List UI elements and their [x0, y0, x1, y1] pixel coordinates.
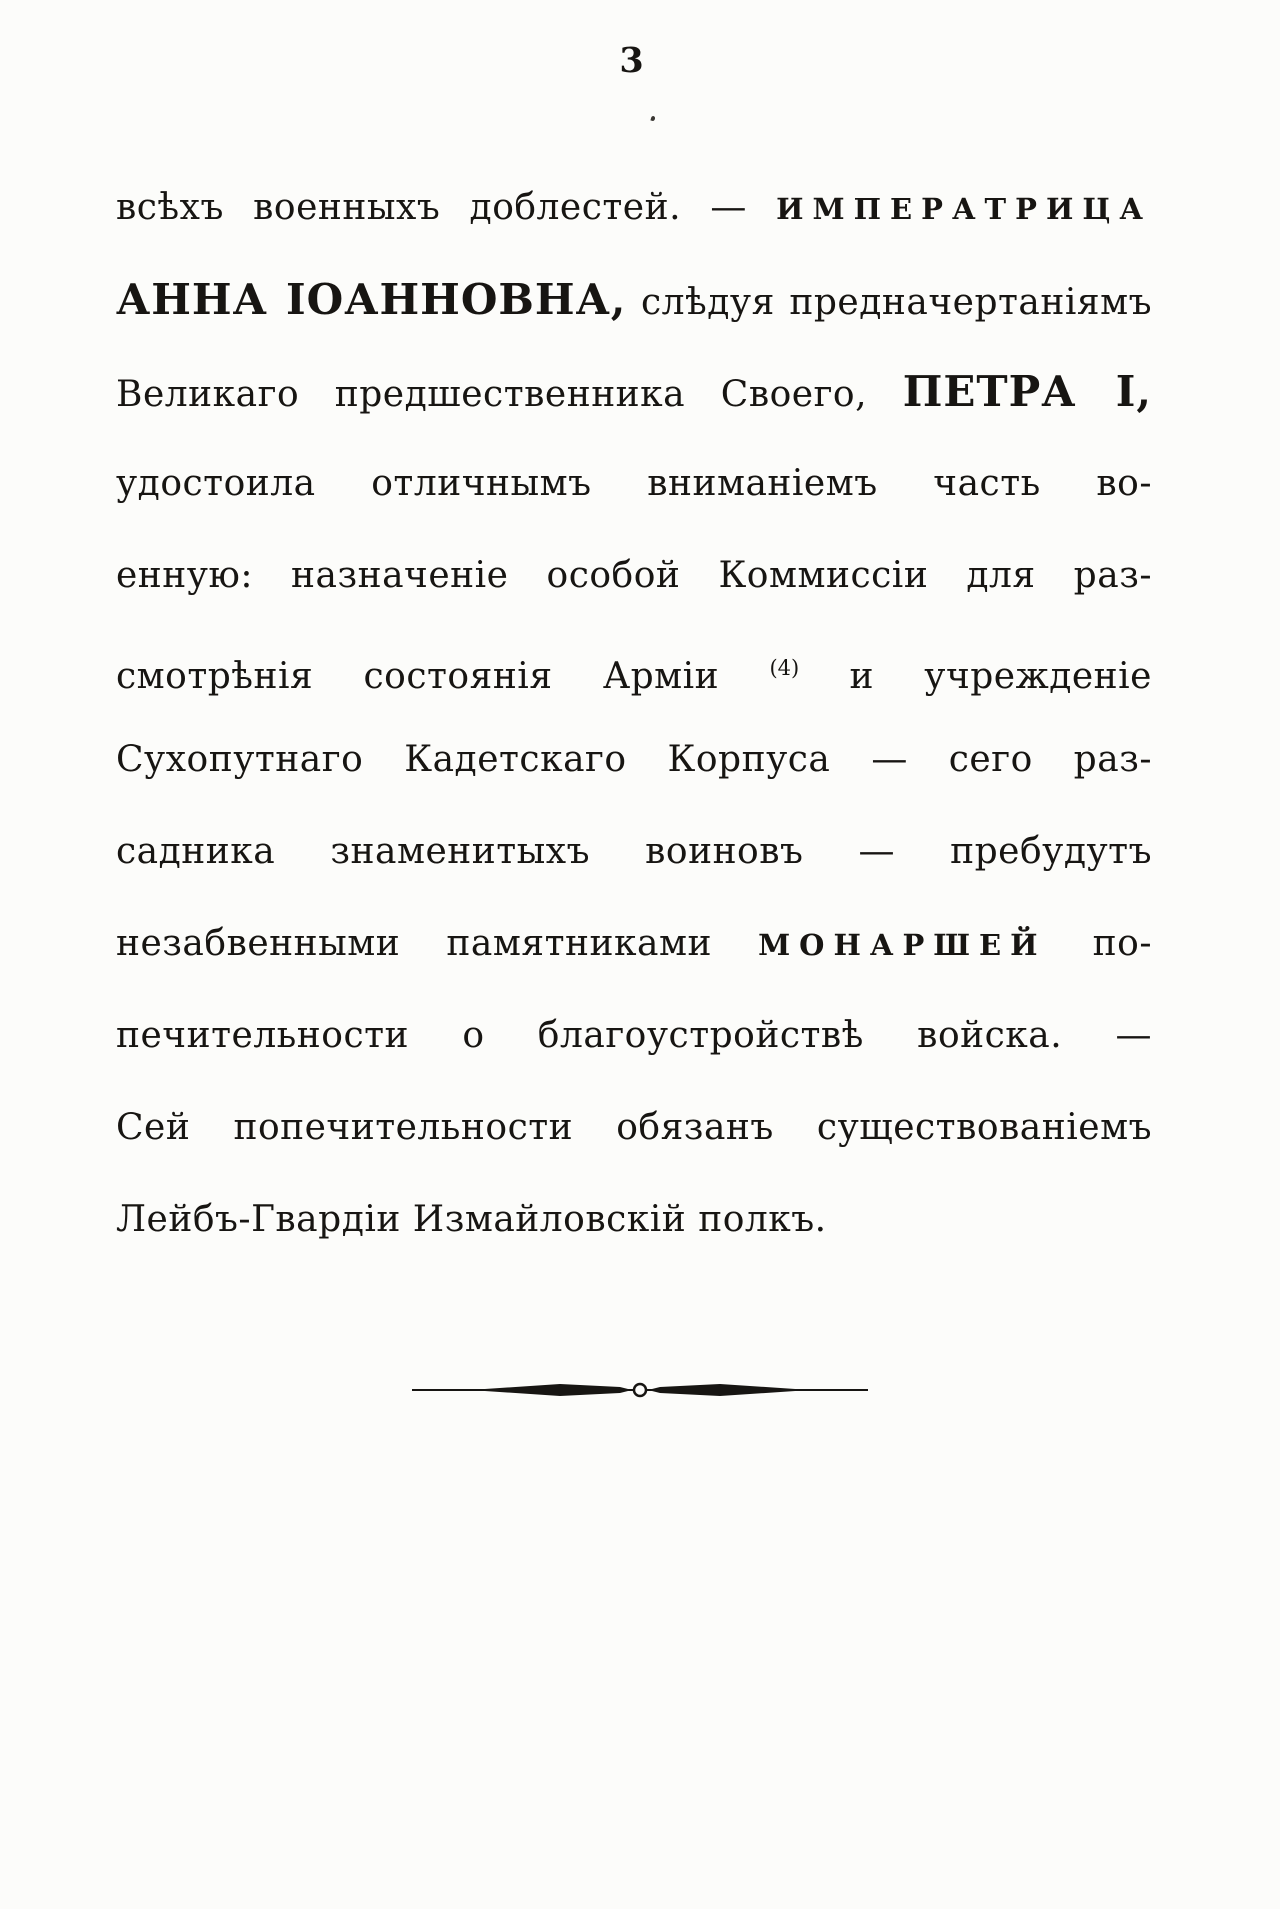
text-segment: по-	[1046, 923, 1153, 964]
text-line	[116, 1082, 1152, 1174]
text-segment: ПЕТРА I,	[902, 367, 1152, 416]
text-segment: енную: назначеніе особой Коммиссіи для раз-	[116, 555, 1152, 596]
text-line	[116, 898, 1152, 990]
text-line	[116, 254, 1152, 346]
text-segment: всѣхъ военныхъ доблестей. —	[116, 187, 777, 228]
text-line	[116, 346, 1152, 438]
ink-speck	[650, 116, 655, 122]
text-line	[116, 622, 1152, 714]
text-segment: Великаго предшественника Своего,	[116, 374, 903, 415]
text-segment: печительности о благоустройствѣ войска. —	[116, 1015, 1152, 1056]
text-segment: смотрѣнія состоянія Арміи	[116, 656, 770, 697]
text-segment: ИМПЕРАТРИЦА	[776, 192, 1152, 226]
page-number: 3	[619, 40, 645, 81]
text-segment: удостоила отличнымъ вниманіемъ часть во-	[116, 463, 1152, 504]
text-segment: незабвенными памятниками	[116, 923, 759, 964]
text-line	[116, 530, 1152, 622]
text-segment: АННА ІОАННОВНА,	[116, 275, 627, 324]
text-line	[116, 714, 1152, 806]
text-segment: и учрежденіе	[799, 656, 1152, 697]
body-text	[116, 162, 1152, 1266]
text-line	[116, 438, 1152, 530]
text-segment: слѣдуя предначертаніямъ	[626, 282, 1152, 323]
text-segment: Сей попечительности обязанъ существованіемъ	[116, 1107, 1152, 1148]
text-line	[116, 990, 1152, 1082]
ornamental-rule-icon	[410, 1380, 870, 1400]
text-line	[116, 806, 1152, 898]
text-segment: садника знаменитыхъ воиновъ — пребудутъ	[116, 831, 1152, 872]
text-line	[116, 1174, 1152, 1266]
text-segment: Лейбъ-Гвардіи Измайловскій полкъ.	[116, 1199, 827, 1240]
footnote-reference: (4)	[769, 656, 800, 680]
text-segment: Сухопутнаго Кадетскаго Корпуса — сего раз-	[116, 739, 1152, 780]
text-segment: МОНАРШЕЙ	[758, 928, 1047, 962]
text-line	[116, 162, 1152, 254]
